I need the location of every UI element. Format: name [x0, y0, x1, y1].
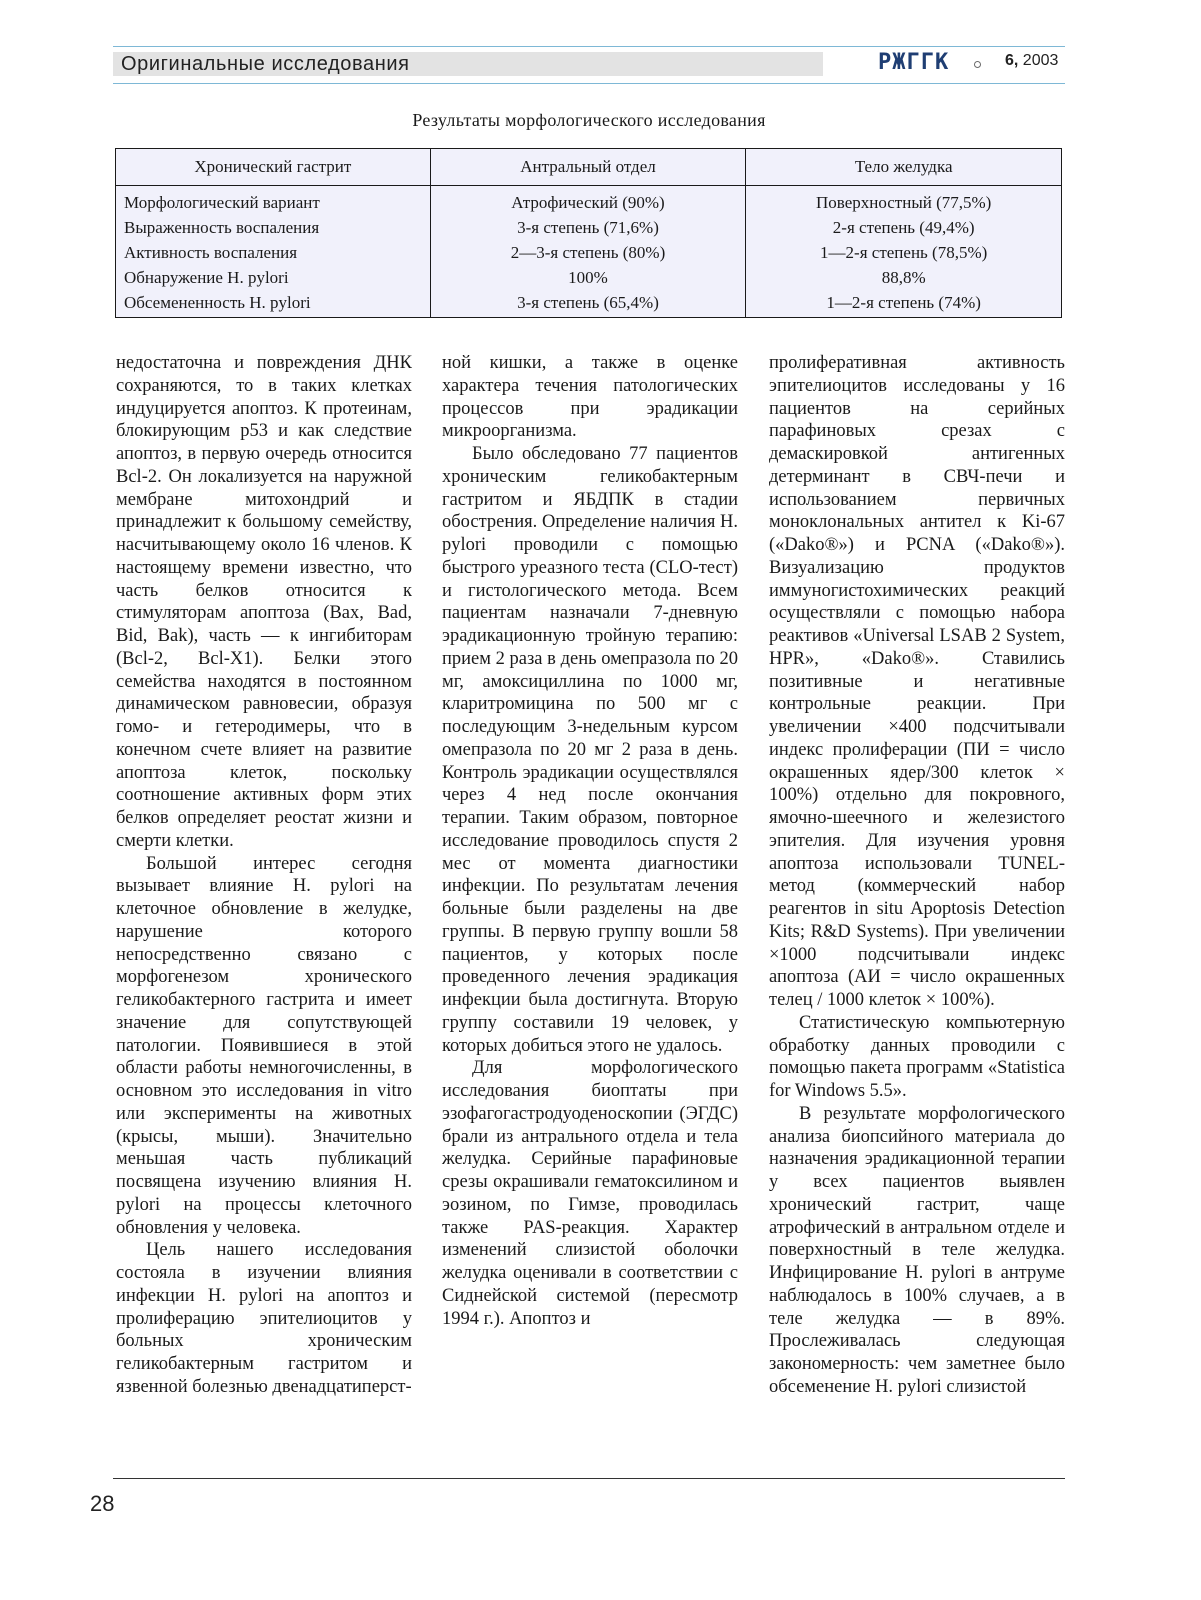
paragraph: ной кишки, а также в оценке характера течения патологических процессов при эрадикации микроорганизма.: [442, 353, 738, 442]
journal-logo: РЖГГК: [878, 50, 950, 75]
header-bottom-rule: [113, 83, 1065, 84]
page-number: 28: [90, 1491, 115, 1516]
body-value: 1—2-я степень (74%): [746, 290, 1062, 318]
row-label: Выраженность воспаления: [116, 215, 431, 240]
text-column-2: [442, 352, 738, 1330]
paragraph: Большой интерес сегодня вызывает влияние H. pylori на клеточное обновление в желудке, нарушение которого непосредственно связано с морфогенезом хронического геликобактерного гастрита и имеет значение для сопутствующей патологии. Появившиеся в этой области работы немногочисленны, в основном это исследования in vitro или эксперименты на животных (крысы, мыши). Значительно меньшая часть публикаций посвящена изучению влияния H. pylori на процессы клеточного обновления у человека.: [116, 853, 412, 1238]
paragraph: пролиферативная активность эпителиоцитов исследованы у 16 пациентов на серийных парафиновых срезах с демаскировкой антигенных детерминант в СВЧ-печи и использованием первичных моноклональных антител к Ki-67 («Dako®») и PCNA («Dako®»). Визуализацию продуктов иммуногистохимических реакций осуществляли с помощью набора реактивов «Universal LSAB 2 System, HPR», «Dako®». Ставились позитивные и негативные контрольные реакции. При увеличении ×400 подсчитывали индекс пролиферации (ПИ = число окрашенных ядер/300 клеток × 100%) отдельно для покровного, ямочно-шеечного и железистого эпителия. Для изучения уровня апоптоза использовали TUNEL-метод (коммерческий набор реагентов in situ Apoptosis Detection Kits; R&D Systems). При увеличении ×1000 подсчитывали индекс апоптоза (АИ = число окрашенных телец / 1000 клеток × 100%).: [769, 353, 1065, 1010]
issue-number: 6,: [1005, 52, 1019, 69]
antrum-value: Атрофический (90%): [430, 186, 746, 216]
body-value: 88,8%: [746, 265, 1062, 290]
paragraph: Для морфологического исследования биоптаты при эзофагогастродуоденоскопии (ЭГДС) брали из антрального отдела и тела желудка. Серийные парафиновые срезы окрашивали гематоксилином и эозином, по Гимзе, проводилась также PAS-реакция. Характер изменений слизистой оболочки желудка оценивали в соответствии с Сиднейской системой (пересмотр 1994 г.). Апоптоз и: [442, 1058, 738, 1329]
row-label: Обнаружение H. pylori: [116, 265, 431, 290]
header-antrum: Антральный отдел: [430, 149, 746, 186]
table-row: [116, 186, 1062, 216]
table-header-row: [116, 149, 1062, 186]
paragraph: недостаточна и повреждения ДНК сохраняются, то в таких клетках индуцируется апоптоз. К протеинам, блокирующим p53 и как следствие апоптоз, в первую очередь относится Bcl-2. Он локализуется на наружной мембране митохондрий и принадлежит к большому семейству, насчитывающему около 16 членов. К настоящему времени известно, что часть белков относится к стимуляторам апоптоза (Bax, Bad, Bid, Bak), часть — к ингибиторам (Bcl-2, Bcl-X1). Белки этого семейства находятся в постоянном динамическом равновесии, образуя гомо- и гетеродимеры, что в конечном счете влияет на развитие апоптоза клеток, поскольку соотношение активных форм этих белков определяет реостат жизни и смерти клетки.: [116, 353, 412, 851]
issue-year: 2003: [1022, 52, 1059, 69]
row-label: Морфологический вариант: [116, 186, 431, 216]
body-value: 1—2-я степень (78,5%): [746, 240, 1062, 265]
table-row: [116, 290, 1062, 318]
antrum-value: 2—3-я степень (80%): [430, 240, 746, 265]
header-body: Тело желудка: [746, 149, 1062, 186]
antrum-value: 100%: [430, 265, 746, 290]
header-gastritis: Хронический гастрит: [116, 149, 431, 186]
table-row: [116, 215, 1062, 240]
antrum-value: 3-я степень (71,6%): [430, 215, 746, 240]
body-value: Поверхностный (77,5%): [746, 186, 1062, 216]
paragraph: В результате морфологического анализа биопсийного материала до назначения эрадикационной терапии у всех пациентов выявлен хронический гастрит, чаще атрофический в антральном отделе и поверхностный в теле желудка. Инфицирование H. pylori в антруме наблюдалось в 100% случаев, а в теле желудка — в 89%. Прослеживалась следующая закономерность: чем заметнее было обсеменение H. pylori слизистой: [769, 1103, 1065, 1397]
text-column-1: [116, 352, 412, 1399]
paragraph: Было обследовано 77 пациентов хроническим геликобактерным гастритом и ЯБДПК в стадии обострения. Определение наличия H. pylori проводили с помощью быстрого уреазного теста (CLO-тест) и гистологического метода. Всем пациентам назначали 7-дневную эрадикационную тройную терапию: прием 2 раза в день омепразола по 20 мг, амоксициллина по 1000 мг, кларитромицина по 500 мг с последующим 3-недельным курсом омепразола по 20 мг 2 раза в день. Контроль эрадикации осуществлялся через 4 нед после окончания терапии. Таким образом, повторное исследование проводилось спустя 2 мес от момента диагностики инфекции. По результатам лечения больные были разделены на две группы. В первую группу вошли 58 пациентов, у которых после проведенного лечения эрадикация инфекции была достигнута. Вторую группу составили 19 человек, у которых добиться этого не удалось.: [442, 444, 738, 1056]
table-caption: Результаты морфологического исследования: [412, 110, 766, 130]
header-top-rule: [113, 46, 1065, 47]
table-row: [116, 265, 1062, 290]
antrum-value: 3-я степень (65,4%): [430, 290, 746, 318]
paragraph: Статистическую компьютерную обработку данных проводили с помощью пакета программ «Statistica for Windows 5.5».: [769, 1012, 1065, 1101]
body-value: 2-я степень (49,4%): [746, 215, 1062, 240]
table-row: [116, 240, 1062, 265]
text-column-3: [769, 352, 1065, 1399]
row-label: Активность воспаления: [116, 240, 431, 265]
results-table: [115, 148, 1062, 318]
row-label: Обсемененность H. pylori: [116, 290, 431, 318]
paragraph: Цель нашего исследования состояла в изучении влияния инфекции H. pylori на апоптоз и пролиферацию эпителиоцитов у больных хроническим геликобактерным гастритом и язвенной болезнью двенадцатиперст-: [116, 1240, 412, 1397]
issue-info: [1005, 52, 1058, 70]
footer-rule: [113, 1478, 1065, 1479]
bullet-icon: [974, 61, 981, 68]
section-title: Оригинальные исследования: [113, 52, 823, 76]
